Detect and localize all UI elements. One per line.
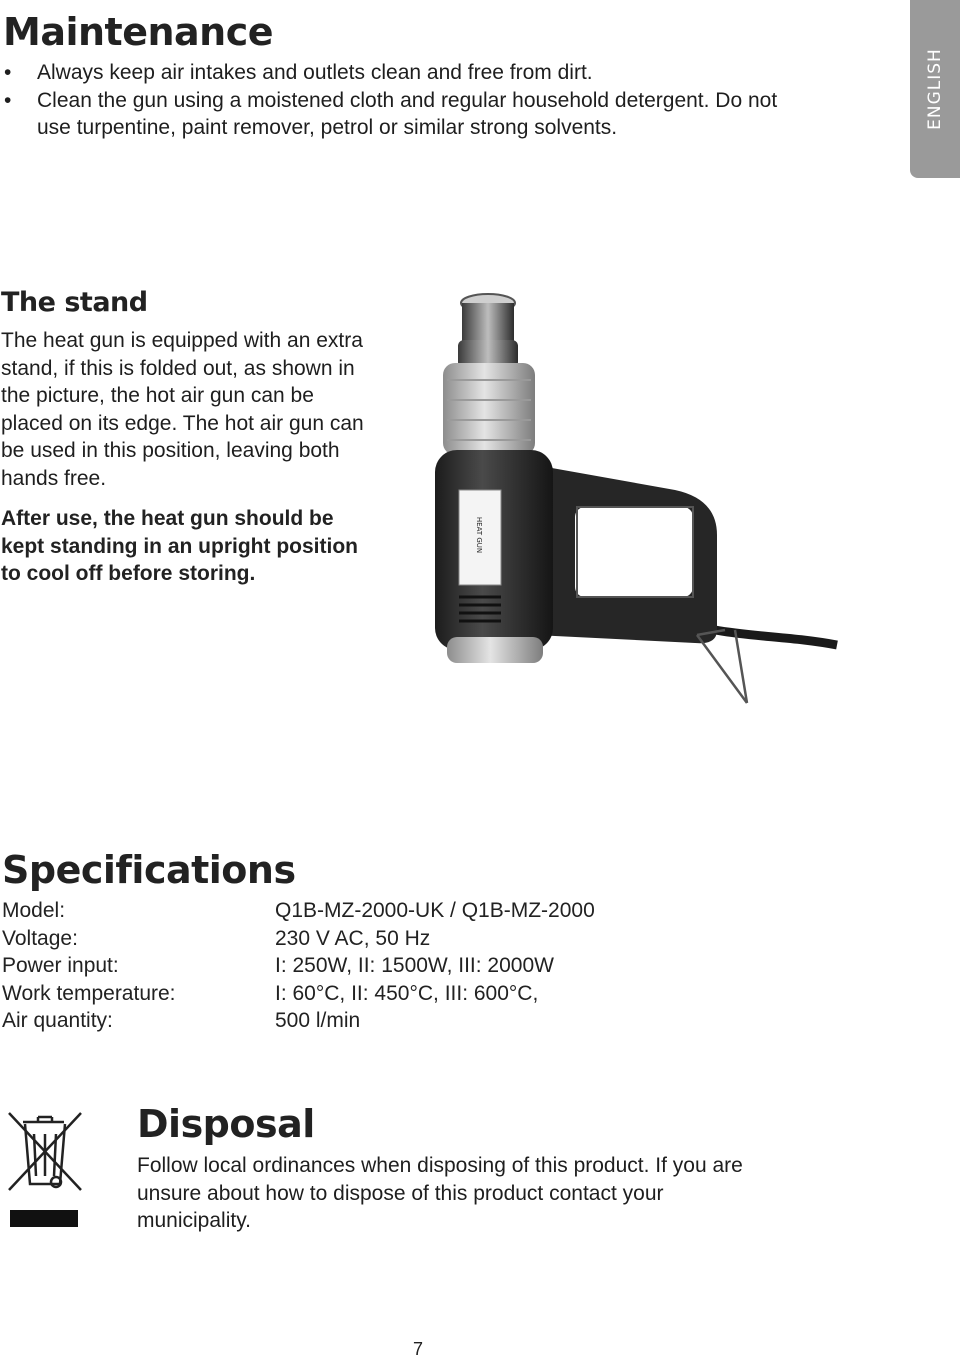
- spec-label: Voltage:: [2, 926, 78, 950]
- spec-value: I: 60°C, II: 450°C, III: 600°C,: [275, 981, 539, 1005]
- weee-crossed-bin-icon: [6, 1110, 84, 1228]
- spec-label: Work temperature:: [2, 981, 176, 1005]
- bullet-marker: •: [4, 61, 12, 84]
- maintenance-bullet: [0, 59, 800, 87]
- language-tab: [910, 0, 960, 178]
- spec-value: Q1B-MZ-2000-UK / Q1B-MZ-2000: [275, 899, 595, 922]
- maintenance-heading: Maintenance: [3, 10, 274, 54]
- bullet-marker: •: [4, 88, 12, 112]
- spec-value: 230 V AC, 50 Hz: [275, 926, 431, 950]
- maintenance-bullet-text: Always keep air intakes and outlets clean and free from dirt.: [37, 61, 593, 84]
- spec-row: [2, 1007, 595, 1035]
- spec-value: 500 l/min: [275, 1009, 361, 1032]
- spec-label: Air quantity:: [2, 1009, 113, 1032]
- maintenance-list: [0, 59, 800, 142]
- stand-paragraph: The heat gun is equipped with an extra stand, if this is folded out, as shown in the picture, the hot air gun can be placed on its edge. The hot air gun can be used in this position, leaving both hands free.: [1, 329, 364, 490]
- stand-heading: The stand: [1, 287, 148, 318]
- disposal-heading: Disposal: [137, 1102, 315, 1146]
- language-tab-label: ENGLISH: [925, 48, 945, 130]
- spec-row: [2, 980, 595, 1008]
- specifications-heading: Specifications: [2, 848, 296, 892]
- spec-row: [2, 952, 595, 980]
- spec-label: Power input:: [2, 954, 119, 977]
- stand-note: After use, the heat gun should be kept standing in an upright position to cool off before storing.: [1, 507, 358, 585]
- specifications-table: [2, 897, 595, 1035]
- heat-gun-label-text: HEAT GUN: [475, 516, 483, 554]
- spec-row: [2, 897, 595, 925]
- spec-row: [2, 925, 595, 953]
- disposal-paragraph: Follow local ordinances when disposing of this product. If you are unsure about how to dispose of this product contact your municipality.: [137, 1154, 743, 1232]
- maintenance-bullet: [0, 87, 800, 142]
- page-number: 7: [413, 1339, 424, 1359]
- spec-label: Model:: [2, 899, 66, 922]
- maintenance-bullet-text: Clean the gun using a moistened cloth and regular household detergent. Do not use turpentine, paint remover, petrol or similar strong solvents.: [37, 88, 778, 139]
- heat-gun-photo: [425, 285, 845, 710]
- spec-value: I: 250W, II: 1500W, III: 2000W: [275, 954, 554, 977]
